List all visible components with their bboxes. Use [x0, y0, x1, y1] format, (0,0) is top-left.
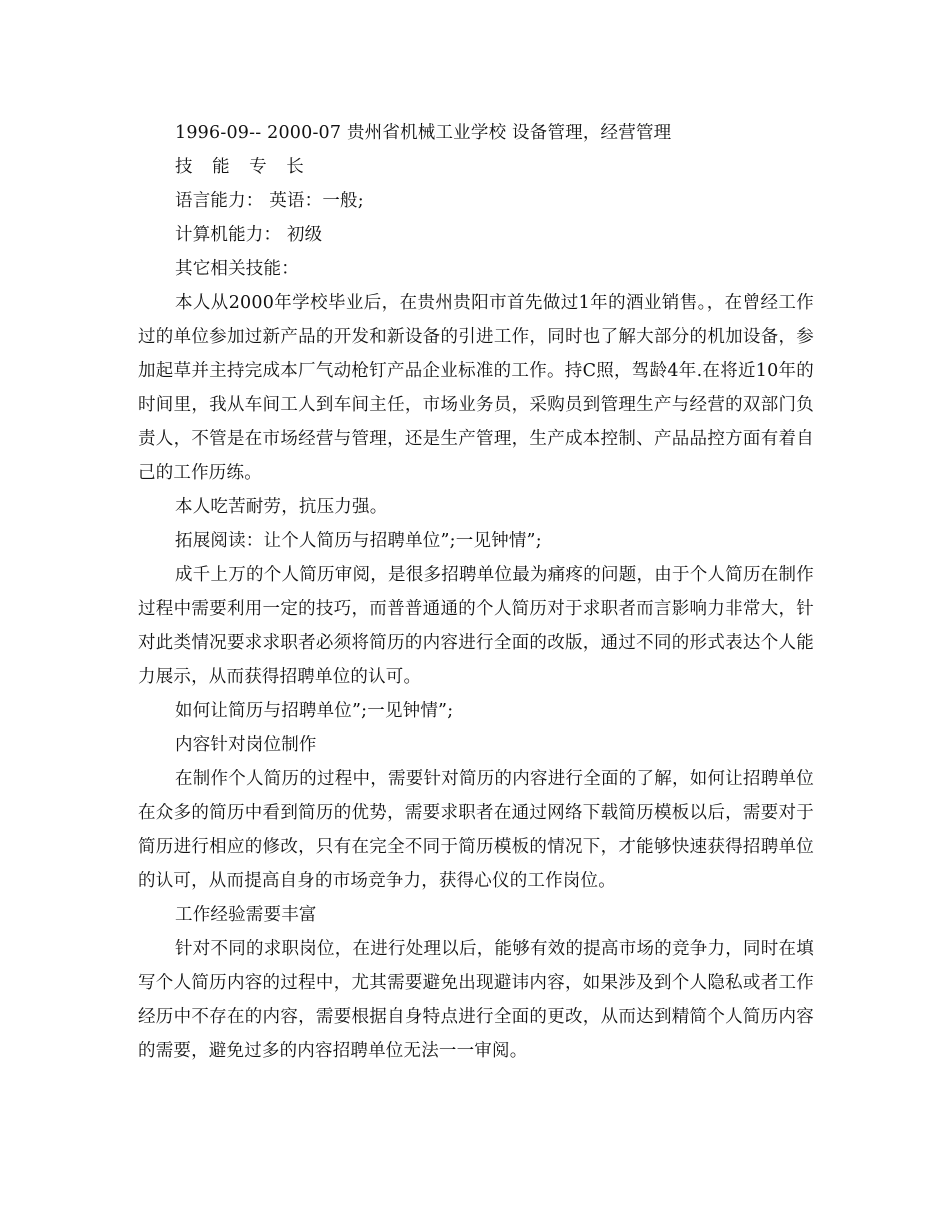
language-ability-line: 语言能力： 英语：一般; [175, 191, 364, 211]
experience-heading: 工作经验需要丰富 [175, 905, 317, 925]
content-detail-paragraph: 在制作个人简历的过程中，需要针对简历的内容进行全面的了解，如何让招聘单位在众多的简历中看到简历的优势，需要求职者在通过网络下载简历模板以后，需要对于简历进行相应的修改，只有在完全不同于简历模板的情况下，才能够快速获得招聘单位的认可，从而提高自身的市场竞争力，获得心仪的工作岗位。 [138, 769, 814, 891]
education-line: 1996-09-- 2000-07 贵州省机械工业学校 设备管理，经营管理 [175, 123, 672, 143]
experience-detail-paragraph: 针对不同的求职岗位，在进行处理以后，能够有效的提高市场的竞争力，同时在填写个人简历内容的过程中，尤其需要避免出现避讳内容，如果涉及到个人隐私或者工作经历中不存在的内容，需要根据自身特点进行全面的更改，从而达到精简个人简历内容的需要，避免过多的内容招聘单位无法一一审阅。 [138, 939, 814, 1061]
resume-review-paragraph: 成千上万的个人简历审阅，是很多招聘单位最为痛疼的问题，由于个人简历在制作过程中需要利用一定的技巧，而普普通通的个人简历对于求职者而言影响力非常大，针对此类情况要求求职者必须将简历的内容进行全面的改版，通过不同的形式表达个人能力展示，从而获得招聘单位的认可。 [138, 565, 814, 687]
hardworking-line: 本人吃苦耐劳，抗压力强。 [175, 497, 388, 517]
how-to-line: 如何让简历与招聘单位”;一见钟情”; [175, 701, 454, 721]
document-page [138, 116, 814, 1068]
content-heading: 内容针对岗位制作 [175, 735, 317, 755]
extended-reading-line: 拓展阅读：让个人简历与招聘单位”;一见钟情”; [175, 531, 542, 551]
other-skills-line: 其它相关技能： [175, 259, 299, 279]
self-intro-paragraph: 本人从2000年学校毕业后，在贵州贵阳市首先做过1年的酒业销售。，在曾经工作过的单位参加过新产品的开发和新设备的引进工作，同时也了解大部分的机加设备，参加起草并主持完成本厂气动枪钉产品企业标准的工作。持C照，驾龄4年.在将近10年的时间里，我从车间工人到车间主任，市场业务员，采购员到管理生产与经营的双部门负责人，不管是在市场经营与管理，还是生产管理，生产成本控制、产品品控方面有着自己的工作历练。 [138, 293, 814, 483]
computer-ability-line: 计算机能力： 初级 [175, 225, 323, 245]
skills-heading: 技 能 专 长 [175, 157, 311, 177]
